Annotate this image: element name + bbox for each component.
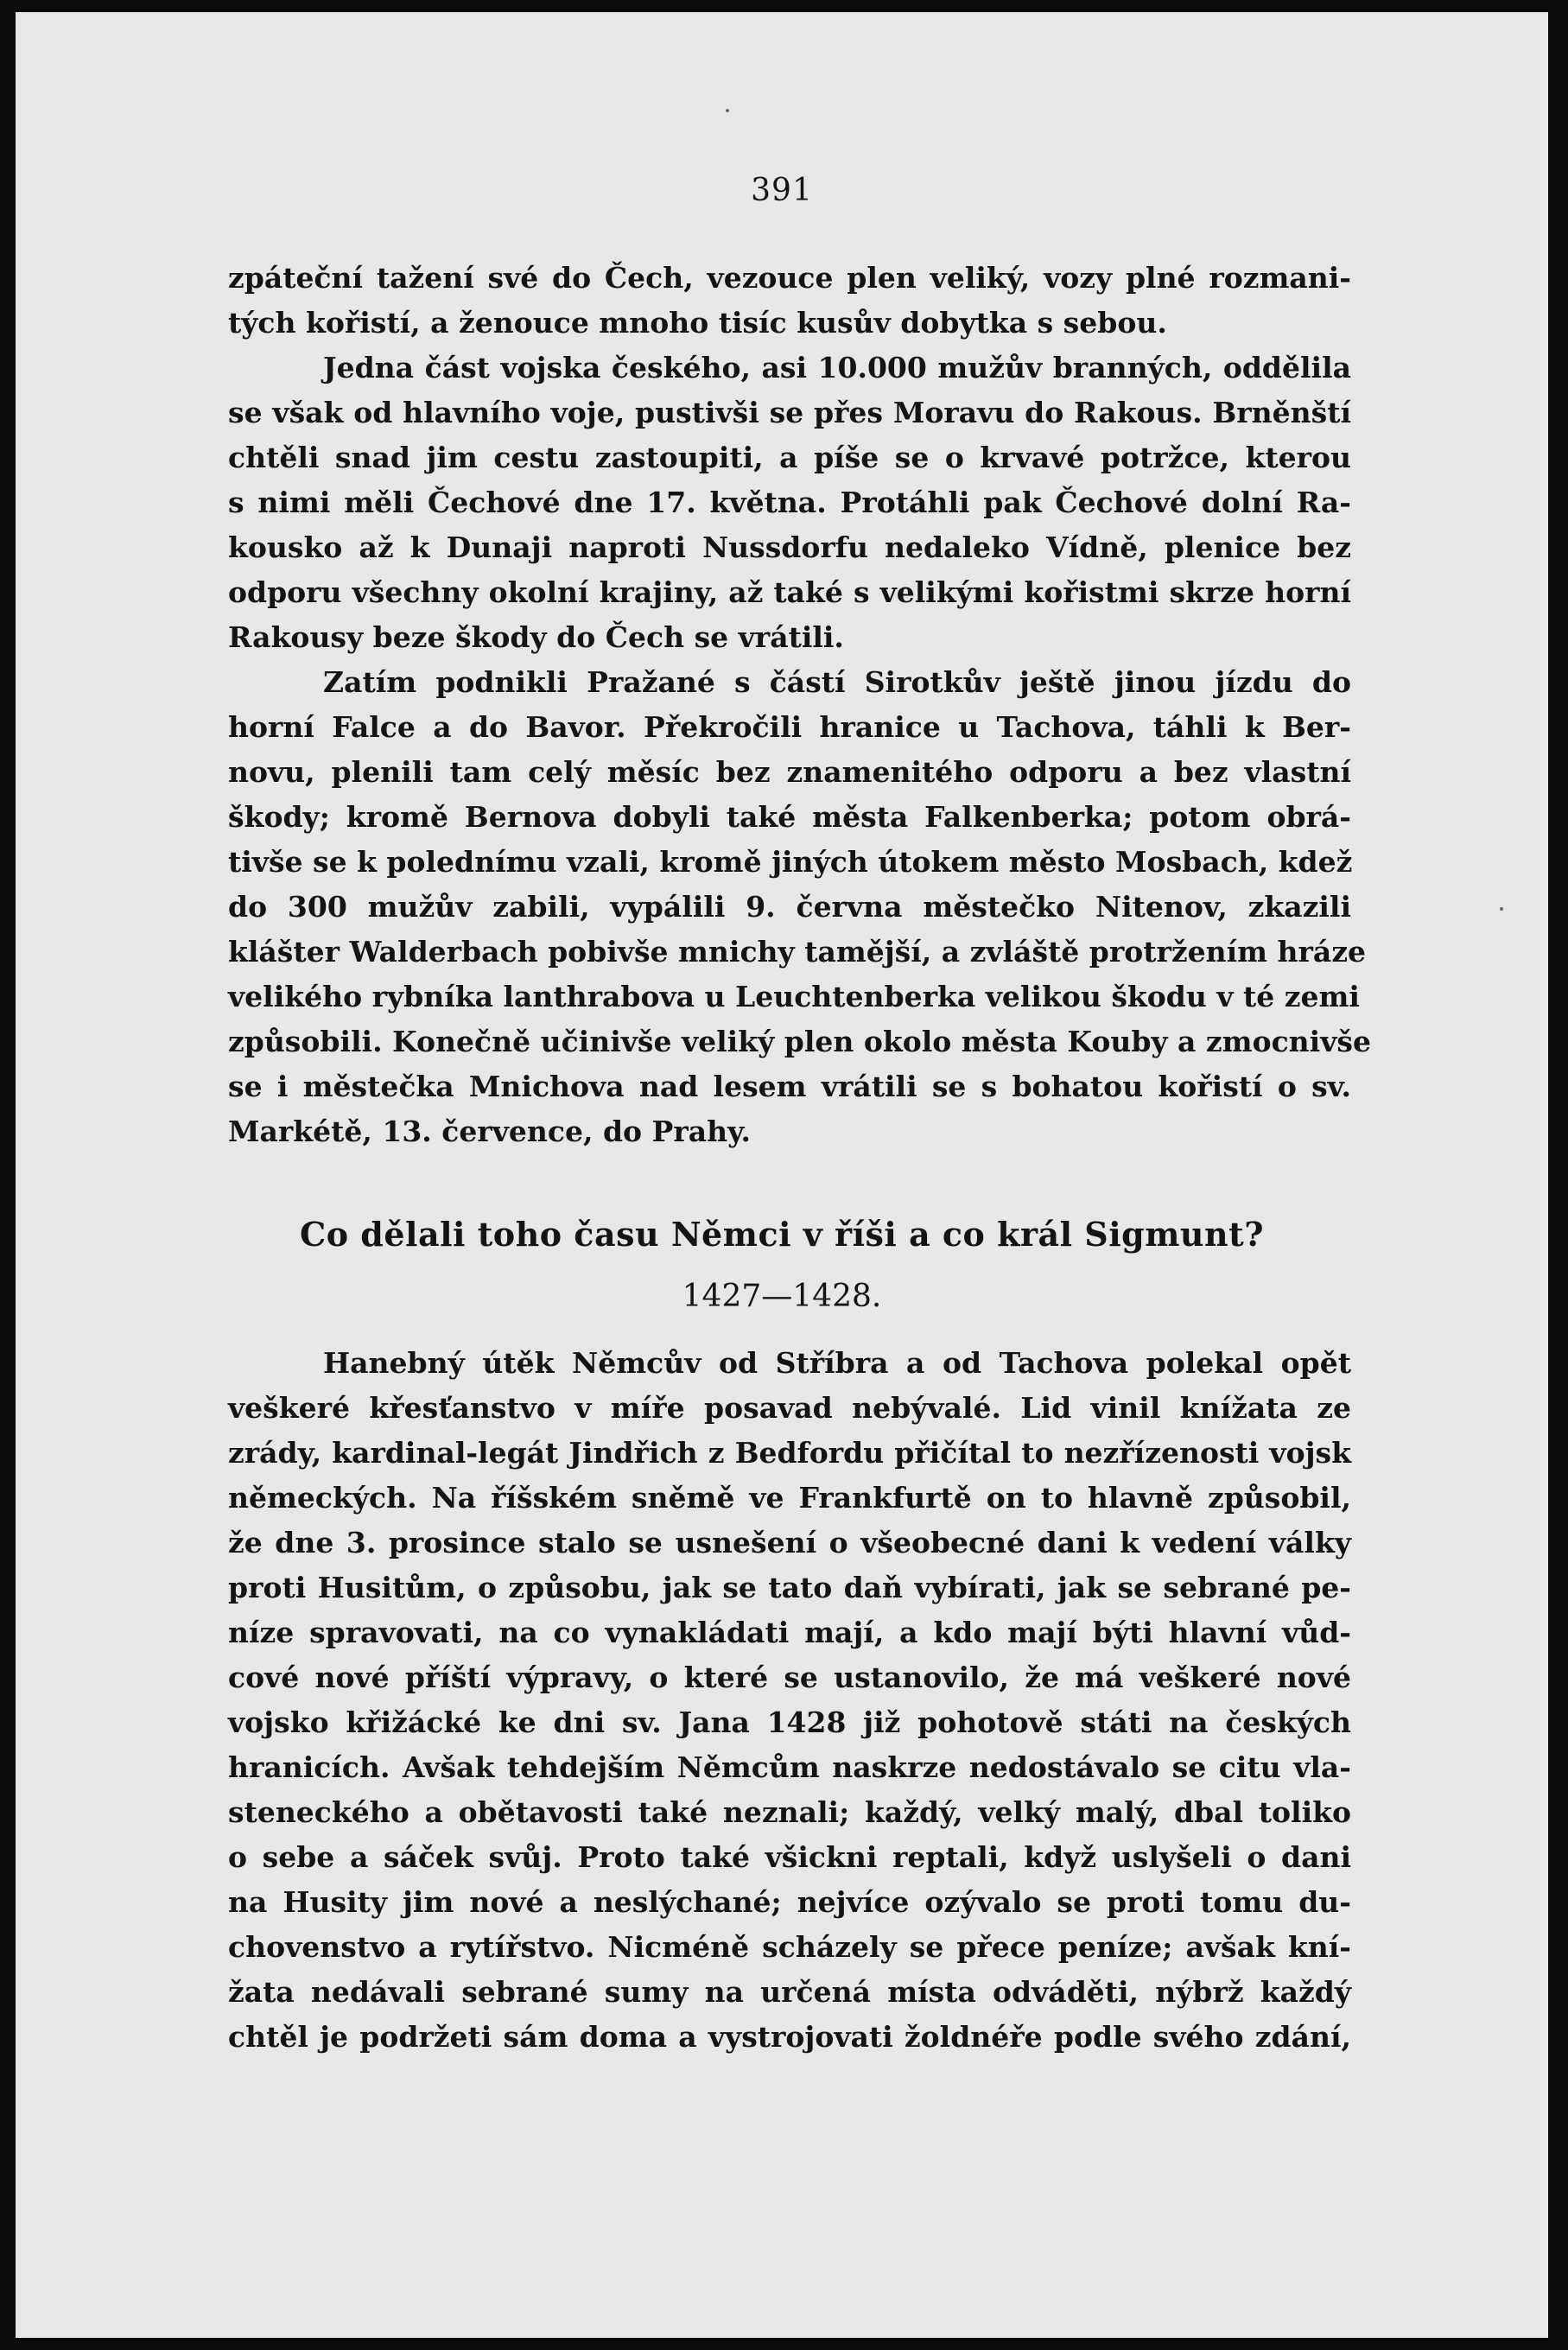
text-line: horní Falce a do Bavor. Překročili hranice u Tachova, táhli k Ber-	[228, 710, 1351, 744]
text-line: že dne 3. prosince stalo se usnešení o všeobecné dani k vedení války	[228, 1526, 1351, 1559]
text-line: klášter Walderbach pobivše mnichy tamější, a zvláště protržením hráze	[228, 935, 1367, 969]
text-line: o sebe a sáček svůj. Proto také všickni reptali, když uslyšeli o dani	[228, 1840, 1351, 1874]
text-line: hranicích. Avšak tehdejším Němcům naskrze nedostávalo se citu vla-	[228, 1750, 1351, 1784]
text-line: se i městečka Mnichova nad lesem vrátili se s bohatou kořistí o sv.	[228, 1070, 1351, 1103]
text-line: do 300 mužův zabili, vypálili 9. června městečko Nitenov, zkazili	[228, 890, 1351, 924]
page-number: 391	[751, 173, 813, 208]
section-heading: Co dělali toho času Němci v říši a co král Sigmunt?	[299, 1215, 1264, 1254]
section-1-text	[228, 256, 1371, 1154]
text-line: odporu všechny okolní krajiny, až také s velikými kořistmi skrze horní	[228, 575, 1351, 609]
text-line: s nimi měli Čechové dne 17. května. Protáhli pak Čechové dolní Ra-	[228, 486, 1351, 519]
text-line: Markétě, 13. července, do Prahy.	[228, 1115, 752, 1148]
text-line: Jedna část vojska českého, asi 10.000 mužův branných, oddělila	[323, 351, 1351, 384]
text-line: tivše se k polednímu vzali, kromě jiných útokem město Mosbach, kdež	[228, 845, 1353, 879]
section-dates: 1427—1428.	[682, 1279, 882, 1314]
text-line: německých. Na říšském sněmě ve Frankfurtě on to hlavně způsobil,	[228, 1481, 1351, 1515]
text-line: níze spravovati, na co vynakládati mají, a kdo mají býti hlavní vůd-	[228, 1616, 1351, 1649]
scanned-page	[16, 12, 1548, 2338]
text-line: Rakousy beze škody do Čech se vrátili.	[228, 620, 844, 654]
text-line: zrády, kardinal-legát Jindřich z Bedfordu přičítal to nezřízenosti vojsk	[228, 1436, 1351, 1470]
text-line: vojsko křižácké ke dni sv. Jana 1428 již pohotově státi na českých	[228, 1705, 1351, 1739]
text-line: zpáteční tažení své do Čech, vezouce plen veliký, vozy plné rozmani-	[228, 261, 1351, 295]
scan-speck	[1500, 907, 1503, 911]
text-line: chtěl je podržeti sám doma a vystrojovati žoldnéře podle svého zdání,	[228, 2020, 1351, 2054]
section-2-text	[228, 1341, 1351, 2060]
text-line: žata nedávali sebrané sumy na určená místa odváděti, nýbrž každý	[228, 1975, 1351, 2009]
text-line: steneckého a obětavosti také neznali; každý, velký malý, dbal toliko	[228, 1795, 1351, 1829]
text-line: způsobili. Konečně učinivše veliký plen okolo města Kouby a zmocnivše	[228, 1025, 1371, 1058]
text-line: velikého rybníka lanthrabova u Leuchtenberka velikou škodu v té zemi	[228, 980, 1360, 1013]
text-line: novu, plenili tam celý měsíc bez znamenitého odporu a bez vlastní	[228, 755, 1351, 789]
text-line: Zatím podnikli Pražané s částí Sirotkův ještě jinou jízdu do	[323, 665, 1351, 699]
text-line: proti Husitům, o způsobu, jak se tato daň vybírati, jak se sebrané pe-	[228, 1571, 1351, 1604]
text-line: kousko až k Dunaji naproti Nussdorfu nedaleko Vídně, plenice bez	[228, 530, 1351, 564]
text-line: chtěli snad jim cestu zastoupiti, a píše se o krvavé potržce, kterou	[228, 441, 1351, 474]
text-line: se však od hlavního voje, pustivši se přes Moravu do Rakous. Brněnští	[228, 396, 1351, 429]
text-line: Hanebný útěk Němcův od Stříbra a od Tachova polekal opět	[323, 1346, 1351, 1380]
text-line: škody; kromě Bernova dobyli také města Falkenberka; potom obrá-	[228, 800, 1351, 834]
text-line: tých kořistí, a ženouce mnoho tisíc kusův dobytka s sebou.	[228, 306, 1167, 340]
scan-speck	[726, 109, 729, 112]
text-line: veškeré křesťanstvo v míře posavad nebývalé. Lid vinil knížata ze	[228, 1391, 1351, 1425]
text-line: na Husity jim nové a neslýchané; nejvíce ozývalo se proti tomu du-	[228, 1885, 1351, 1919]
text-line: chovenstvo a rytířstvo. Nicméně scházely se přece peníze; avšak kní-	[228, 1930, 1351, 1964]
text-line: cové nové příští výpravy, o které se ustanovilo, že má veškeré nové	[228, 1661, 1351, 1694]
